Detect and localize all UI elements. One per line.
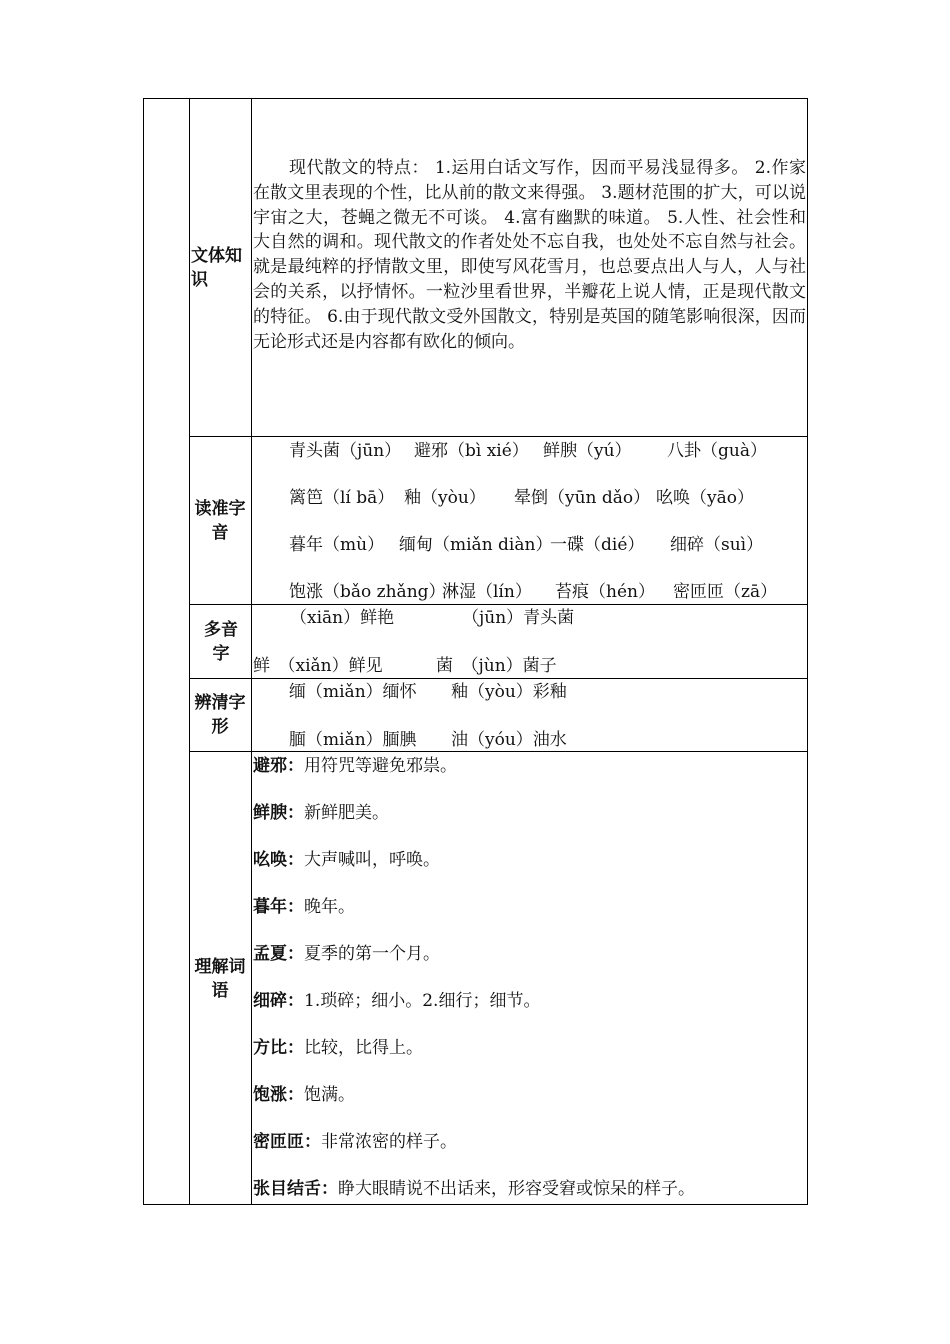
polyphone-item: （xiān）鲜艳: [290, 608, 395, 628]
pron-item: 八卦（guà）: [667, 441, 767, 461]
pron-item: 釉（yòu）: [404, 488, 486, 508]
glyph-item: 腼（miǎn）腼腆: [289, 730, 417, 750]
vocab-definition: 1.琐碎；细小。2.细行；细节。: [304, 991, 541, 1011]
vocab-item: [253, 848, 440, 872]
vocab-item: [253, 1177, 695, 1201]
polyphone-item: 菌 （jùn）菌子: [436, 656, 557, 676]
vocab-item: [253, 1083, 355, 1107]
style-knowledge-text: 现代散文的特点： 1.运用白话文写作，因而平易浅显得多。 2.作家在散文里表现的个性，比从前的散文来得强。 3.题材范围的扩大，可以说宇宙之大，苍蝇之微无不可谈。 4.富有幽默的味道。 5.人性、社会性和大自然的调和。现代散文的作者处处不忘自我，也处处不忘自然与社会。就是最纯粹的抒情散文里，即使写风花雪月，也总要点出人与人，人与社会的关系，以抒情怀。一粒沙里看世界，半瓣花上说人情，正是现代散文的特征。 6.由于现代散文受外国散文，特别是英国的随笔影响很深，因而无论形式还是内容都有欧化的倾向。: [253, 158, 806, 352]
vocab-term: 暮年：: [253, 897, 304, 917]
vocab-term: 吆唤：: [253, 850, 304, 870]
vocab-item: [253, 1130, 457, 1154]
pronunciation-label: 读准字音: [194, 499, 246, 543]
pron-item: 晕倒（yūn dǎo）: [514, 488, 651, 508]
polyphone-label: 多音字: [204, 620, 238, 664]
vocab-definition: 新鲜肥美。: [304, 803, 389, 823]
vocab-item: [253, 1036, 423, 1060]
vocab-term: 方比：: [253, 1038, 304, 1058]
pron-item: 苔痕（hén）: [555, 582, 655, 602]
vocab-definition: 大声喊叫，呼唤。: [304, 850, 440, 870]
vocab-term: 细碎：: [253, 991, 304, 1011]
pron-item: 暮年（mù）: [289, 535, 385, 555]
table-border-bottom: [143, 1204, 808, 1205]
style-knowledge-label: 文体知识: [191, 246, 242, 290]
pron-item: 吆唤（yāo）: [656, 488, 754, 508]
vocab-term: 饱涨：: [253, 1085, 304, 1105]
vocab-definition: 非常浓密的样子。: [321, 1132, 457, 1152]
table-border-top: [143, 98, 808, 99]
vocab-term: 孟夏：: [253, 944, 304, 964]
vocab-term: 张目结舌：: [253, 1179, 338, 1199]
vocab-definition: 晚年。: [304, 897, 355, 917]
pron-item: 避邪（bì xié）: [414, 441, 529, 461]
row-divider-2: [189, 604, 808, 605]
polyphone-item: （jūn）青头菌: [462, 608, 575, 628]
vocab-term: 鲜腴：: [253, 803, 304, 823]
row-divider-1: [189, 436, 808, 437]
polyphone-item: 鲜 （xiǎn）鲜见: [253, 656, 383, 676]
glyph-item: 缅（miǎn）缅怀: [289, 682, 417, 702]
pron-item: 鲜腴（yú）: [543, 441, 632, 461]
table-border-left: [143, 98, 144, 1205]
pron-item: 缅甸（miǎn diàn）: [399, 535, 553, 555]
vocab-definition: 夏季的第一个月。: [304, 944, 440, 964]
pron-item: 青头菌（jūn）: [289, 441, 402, 461]
table-border-right: [807, 98, 808, 1205]
pron-item: 篱笆（lí bā）: [289, 488, 395, 508]
vocab-item: [253, 895, 355, 919]
vocab-definition: 睁大眼睛说不出话来，形容受窘或惊呆的样子。: [338, 1179, 695, 1199]
pron-item: 淋湿（lín）: [442, 582, 532, 602]
vocab-term: 避邪：: [253, 756, 304, 776]
row-divider-3: [189, 678, 808, 679]
vocab-item: [253, 942, 440, 966]
pron-item: 密匝匝（zā）: [673, 582, 778, 602]
pron-item: 饱涨（bǎo zhǎng）: [289, 582, 446, 602]
vocab-definition: 用符咒等避免邪祟。: [304, 756, 457, 776]
vocab-definition: 饱满。: [304, 1085, 355, 1105]
table-divider-col2: [251, 98, 252, 1205]
glyph-item: 釉（yòu）彩釉: [451, 682, 567, 702]
pron-item: 细碎（suì）: [670, 535, 764, 555]
vocab-item: [253, 989, 540, 1013]
glyph-item: 油（yóu）油水: [451, 730, 567, 750]
vocab-label: 理解词语: [194, 957, 246, 1001]
vocab-definition: 比较，比得上。: [304, 1038, 423, 1058]
pron-item: 一碟（dié）: [550, 535, 645, 555]
glyph-label: 辨清字形: [194, 693, 246, 737]
vocab-item: [253, 801, 389, 825]
table-divider-col1: [189, 98, 190, 1205]
vocab-term: 密匝匝：: [253, 1132, 321, 1152]
vocab-item: [253, 754, 457, 778]
